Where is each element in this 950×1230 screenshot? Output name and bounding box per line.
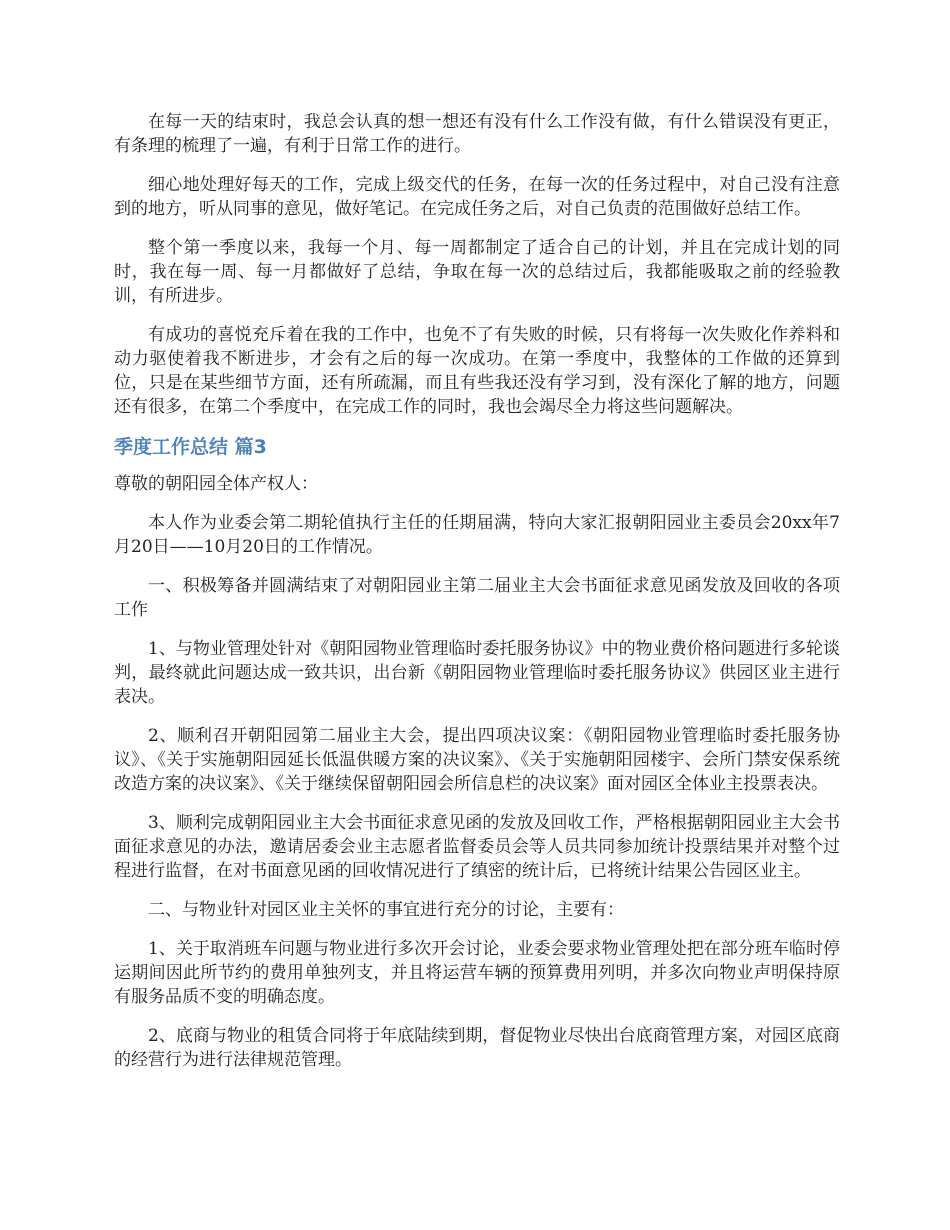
body-paragraph: 2、底商与物业的租赁合同将于年底陆续到期，督促物业尽快出台底商管理方案，对园区底商的经营行为进行法律规范管理。 (114, 1026, 840, 1070)
body-paragraph: 2、顺利召开朝阳园第二届业主大会，提出四项决议案：《朝阳园物业管理临时委托服务协议》、《关于实施朝阳园延长低温供暖方案的决议案》、《关于实施朝阳园楼宇、会所门禁安保系统改造方案的决议案》、《关于继续保留朝阳园会所信息栏的决议案》面对园区全体业主投票表决。 (114, 726, 840, 794)
body-paragraph: 整个第一季度以来，我每一个月、每一周都制定了适合自己的计划，并且在完成计划的同时，我在每一周、每一月都做好了总结，争取在每一次的总结过后，我都能吸取之前的经验教训，有所进步。 (114, 238, 840, 306)
body-paragraph: 3、顺利完成朝阳园业主大会书面征求意见函的发放及回收工作，严格根据朝阳园业主大会书面征求意见的办法，邀请居委会业主志愿者监督委员会等人员共同参加统计投票结果并对整个过程进行监督，在对书面意见函的回收情况进行了缜密的统计后，已将统计结果公告园区业主。 (114, 813, 840, 881)
body-paragraph: 细心地处理好每天的工作，完成上级交代的任务，在每一次的任务过程中，对自己没有注意到的地方，听从同事的意见，做好笔记。在完成任务之后，对自己负责的范围做好总结工作。 (114, 175, 840, 219)
section-heading: 季度工作总结 篇3 (114, 436, 267, 458)
body-paragraph: 一、积极筹备并圆满结束了对朝阳园业主第二届业主大会书面征求意见函发放及回收的各项工作 (114, 576, 840, 620)
salutation: 尊敬的朝阳园全体产权人： (114, 474, 318, 494)
body-paragraph: 1、关于取消班车问题与物业进行多次开会讨论，业委会要求物业管理处把在部分班车临时停运期间因此所节约的费用单独列支，并且将运营车辆的预算费用列明，并多次向物业声明保持原有服务品质不变的明确态度。 (114, 939, 840, 1007)
body-paragraph: 在每一天的结束时，我总会认真的想一想还有没有什么工作没有做，有什么错误没有更正，有条理的梳理了一遍，有利于日常工作的进行。 (114, 112, 840, 156)
body-paragraph: 二、与物业针对园区业主关怀的事宜进行充分的讨论，主要有： (148, 900, 624, 920)
document-page (114, 110, 840, 1087)
body-paragraph: 1、与物业管理处针对《朝阳园物业管理临时委托服务协议》中的物业费价格问题进行多轮谈判，最终就此问题达成一致共识，出台新《朝阳园物业管理临时委托服务协议》供园区业主进行表决。 (114, 639, 840, 707)
body-paragraph: 本人作为业委会第二期轮值执行主任的任期届满，特向大家汇报朝阳园业主委员会20xx年7月20日——10月20日的工作情况。 (114, 513, 840, 557)
body-paragraph: 有成功的喜悦充斥着在我的工作中，也免不了有失败的时候，只有将每一次失败化作养料和动力驱使着我不断进步，才会有之后的每一次成功。在第一季度中，我整体的工作做的还算到位，只是在某些细节方面，还有所疏漏，而且有些我还没有学习到，没有深化了解的地方，问题还有很多，在第二个季度中，在完成工作的同时，我也会竭尽全力将这些问题解决。 (114, 325, 840, 417)
